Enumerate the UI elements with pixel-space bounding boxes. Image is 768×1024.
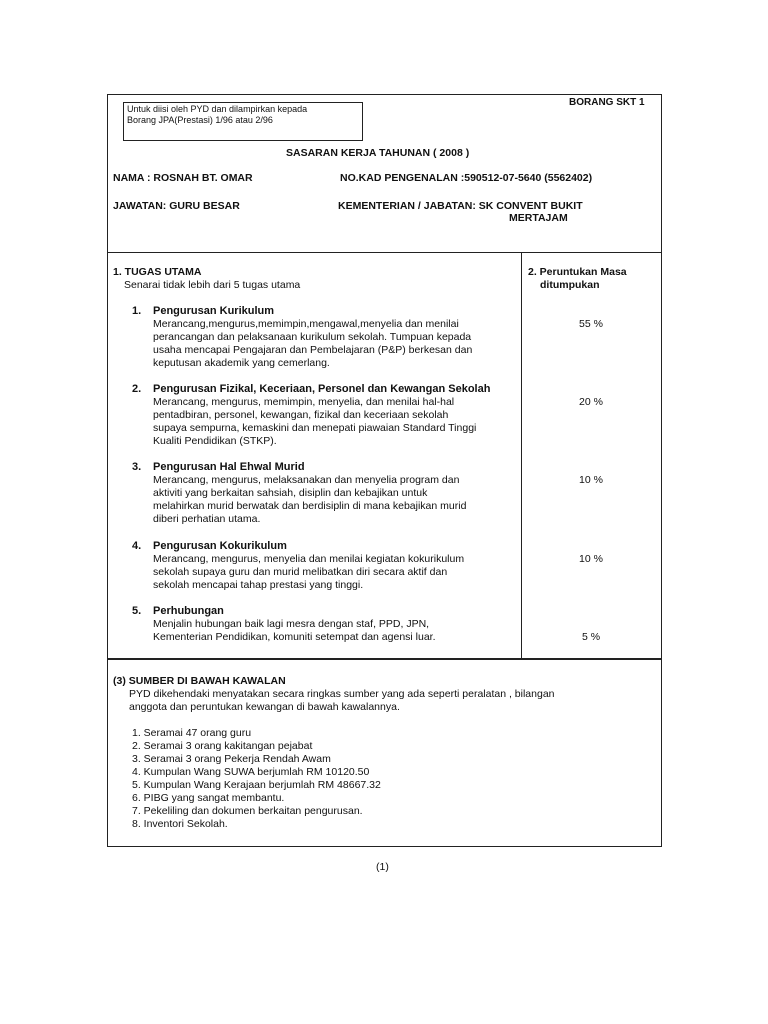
task-desc-line: sekolah supaya guru dan murid melibatkan diri secara aktif dan [153,566,448,578]
task-title: Pengurusan Hal Ehwal Murid [153,461,305,473]
resources-intro-line1: PYD dikehendaki menyatakan secara ringkas sumber yang ada seperti peralatan , bilangan [129,688,555,700]
tasks-heading: 1. TUGAS UTAMA [113,266,202,278]
task-title: Perhubungan [153,605,224,617]
task-desc-line: Menjalin hubungan baik lagi mesra dengan staf, PPD, JPN, [153,618,430,630]
resource-item: 4. Kumpulan Wang SUWA berjumlah RM 10120.50 [132,766,370,778]
task-percentage: 5 % [581,631,601,643]
task-desc-line: Merancang, mengurus, memimpin, menyelia, dan menilai hal-hal [153,396,455,408]
ministry-field-line1: KEMENTERIAN / JABATAN: SK CONVENT BUKIT [338,200,583,212]
allocation-heading-line1: 2. Peruntukan Masa [528,266,627,278]
resource-item: 7. Pekeliling dan dokumen berkaitan pengurusan. [132,805,363,817]
task-title: Pengurusan Kokurikulum [153,540,287,552]
resources-intro-line2: anggota dan peruntukan kewangan di bawah kawalannya. [129,701,400,713]
task-desc-line: perancangan dan pelaksanaan kurikulum sekolah. Tumpuan kepada [153,331,472,343]
resource-item: 2. Seramai 3 orang kakitangan pejabat [132,740,313,752]
task-percentage: 55 % [579,318,603,330]
resource-item: 1. Seramai 47 orang guru [132,727,252,739]
task-desc-line: Kementerian Pendidikan, komuniti setempat dan agensi luar. [153,631,436,643]
ministry-field-line2: MERTAJAM [509,212,568,224]
resource-item: 5. Kumpulan Wang Kerajaan berjumlah RM 48667.32 [132,779,381,791]
resources-heading: (3) SUMBER DI BAWAH KAWALAN [113,675,286,687]
task-desc-line: Merancang,mengurus,memimpin,mengawal,menyelia dan menilai [153,318,459,330]
task-number: 5. [132,605,142,617]
task-desc-line: diberi perhatian utama. [153,513,261,525]
instruction-note-line1: Untuk diisi oleh PYD dan dilampirkan kepada [127,104,308,114]
task-desc-line: sekolah mencapai tahap prestasi yang tinggi. [153,579,364,591]
task-desc-line: aktiviti yang berkaitan sahsiah, disiplin dan kebajikan untuk [153,487,428,499]
task-desc-line: Merancang, mengurus, menyelia dan menilai kegiatan kokurikulum [153,553,465,565]
task-percentage: 20 % [579,396,603,408]
task-desc-line: Kualiti Pendidikan (STKP). [153,435,277,447]
task-percentage: 10 % [579,553,603,565]
task-desc-line: usaha mencapai Pengajaran dan Pembelajaran (P&P) berkesan dan [153,344,473,356]
tasks-column-divider [521,252,522,659]
task-number: 4. [132,540,142,552]
position-field: JAWATAN: GURU BESAR [113,200,240,212]
task-title: Pengurusan Kurikulum [153,305,275,317]
form-code: BORANG SKT 1 [569,97,645,108]
instruction-note-line2: Borang JPA(Prestasi) 1/96 atau 2/96 [127,115,273,125]
ic-field: NO.KAD PENGENALAN :590512-07-5640 (5562402) [340,172,593,184]
name-field: NAMA : ROSNAH BT. OMAR [113,172,253,184]
task-percentage: 10 % [579,474,603,486]
resource-item: 8. Inventori Sekolah. [132,818,228,830]
document-title: SASARAN KERJA TAHUNAN ( 2008 ) [286,147,470,159]
task-desc-line: Merancang, mengurus, melaksanakan dan menyelia program dan [153,474,460,486]
allocation-heading-line2: ditumpukan [540,279,600,291]
task-desc-line: supaya sempurna, kemaskini dan menepati piawaian Standard Tinggi [153,422,477,434]
resource-item: 3. Seramai 3 orang Pekerja Rendah Awam [132,753,331,765]
task-desc-line: pentadbiran, personel, kewangan, fizikal dan keceriaan sekolah [153,409,449,421]
task-title: Pengurusan Fizikal, Keceriaan, Personel dan Kewangan Sekolah [153,383,491,395]
task-number: 3. [132,461,142,473]
resource-item: 6. PIBG yang sangat membantu. [132,792,285,804]
task-desc-line: melahirkan murid berwatak dan berdisiplin di mana kebajikan murid [153,500,467,512]
task-number: 2. [132,383,142,395]
task-desc-line: keputusan akademik yang cemerlang. [153,357,330,369]
task-number: 1. [132,305,142,317]
page-number: (1) [376,861,389,873]
tasks-subheading: Senarai tidak lebih dari 5 tugas utama [124,279,301,291]
